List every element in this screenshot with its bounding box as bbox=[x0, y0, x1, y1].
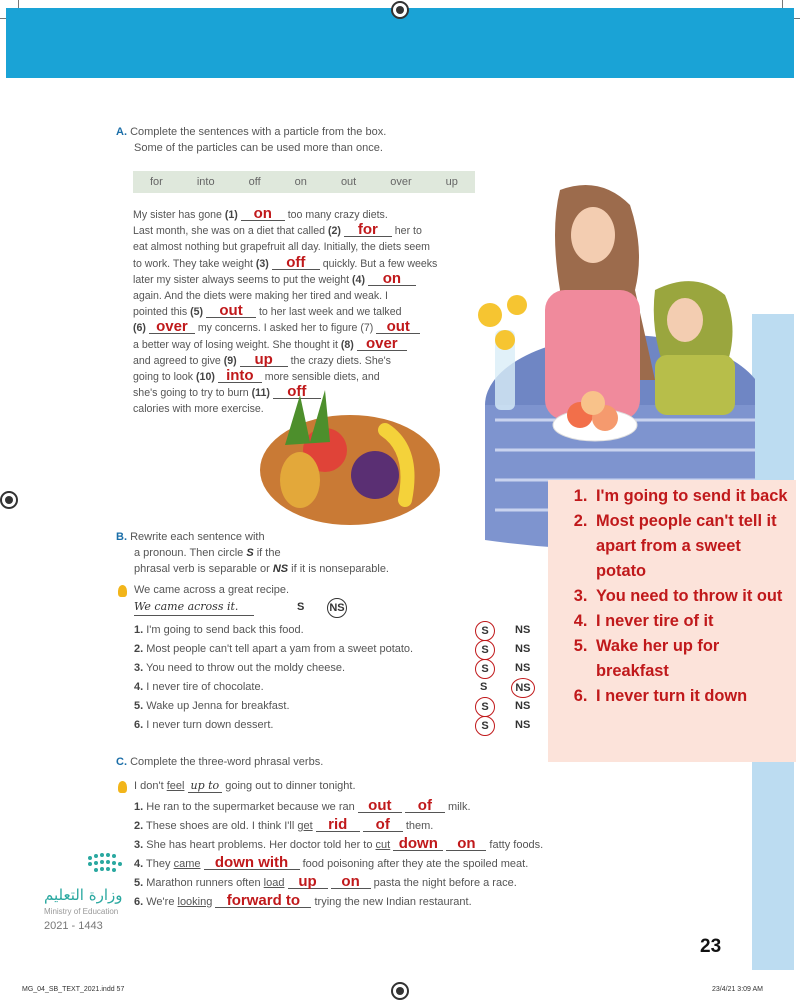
lightbulb-icon bbox=[118, 781, 127, 793]
answer-blank: rid bbox=[316, 819, 360, 832]
answer-blank: of bbox=[363, 819, 403, 832]
paragraph-line: eat almost nothing but grapefruit all day. Initially, the diets seem bbox=[133, 241, 430, 254]
list-item: 1. He ran to the supermarket because we ran out of milk. bbox=[134, 797, 471, 814]
word-box-item: up bbox=[445, 176, 458, 188]
list-item: 1. I'm going to send back this food. S NS bbox=[134, 621, 549, 640]
page-number: 23 bbox=[700, 936, 722, 957]
example-s-option: S bbox=[297, 601, 305, 613]
word-box-item: for bbox=[150, 176, 163, 188]
ns-option: NS bbox=[515, 643, 531, 655]
answer-blank: off bbox=[273, 386, 321, 399]
answer-blank: over bbox=[357, 338, 407, 351]
section-c-list bbox=[134, 798, 543, 912]
answer-blank: forward to bbox=[215, 895, 311, 908]
paragraph-line: (6) over my concerns. I asked her to figure (7) out bbox=[133, 320, 437, 336]
answer-blank: over bbox=[149, 321, 195, 334]
face bbox=[667, 298, 703, 342]
answer-blank: on bbox=[368, 273, 416, 286]
grapes bbox=[351, 451, 399, 499]
footer-file-label: MG_04_SB_TEXT_2021.indd 57 bbox=[22, 986, 125, 993]
paragraph-line: to work. They take weight (3) off quickly. But a few weeks bbox=[133, 253, 438, 271]
section-a-letter: A. bbox=[116, 126, 127, 138]
flower bbox=[478, 303, 502, 327]
word-box-item: out bbox=[340, 176, 357, 188]
flower bbox=[495, 330, 515, 350]
paragraph-line: she's going to try to burn (11) off bbox=[133, 385, 437, 401]
ministry-arabic-name: وزارة التعليم bbox=[44, 886, 123, 904]
ns-option: NS bbox=[515, 700, 531, 712]
section-b-instructions: B. Rewrite each sentence with a pronoun. Then circle S if the phrasal verb is separable or NS if it is nonseparable. bbox=[116, 531, 389, 575]
paragraph-line: pointed this (5) out to her last week and we talked bbox=[133, 302, 402, 320]
s-option-circled: S bbox=[475, 716, 495, 736]
answer-item: 3. You need to throw it out bbox=[592, 584, 790, 609]
ns-option-circled: NS bbox=[511, 678, 535, 698]
list-item: 3. You need to throw out the moldy cheese. S NS bbox=[134, 659, 549, 678]
answer-blank: out bbox=[358, 800, 402, 813]
s-option: S bbox=[480, 681, 488, 693]
word-box-item: on bbox=[294, 176, 307, 188]
s-option-circled: S bbox=[475, 697, 495, 717]
s-option-circled: S bbox=[475, 640, 495, 660]
word-box-item: off bbox=[248, 176, 261, 188]
pineapple bbox=[280, 452, 320, 508]
answer-blank: on bbox=[446, 838, 486, 851]
word-box-item: over bbox=[390, 176, 412, 188]
example-ns-circled: NS bbox=[327, 598, 347, 618]
green-top bbox=[655, 355, 735, 415]
answer-item: 5. Wake her up for breakfast bbox=[592, 634, 790, 684]
answer-blank: down bbox=[393, 838, 443, 851]
ns-option: NS bbox=[515, 662, 531, 674]
ns-option: NS bbox=[515, 719, 531, 731]
answer-item: 2. Most people can't tell it apart from a sweet potato bbox=[592, 509, 790, 584]
list-item: 4. They came down with food poisoning after they ate the spoiled meat. bbox=[134, 854, 529, 871]
example-answer: We came across it. bbox=[134, 598, 254, 616]
list-item: 2. Most people can't tell apart a yam from a sweet potato. S NS bbox=[134, 640, 549, 659]
answer-blank: up bbox=[240, 354, 288, 367]
list-item: 6. I never turn down dessert. S NS bbox=[134, 716, 549, 735]
flower bbox=[507, 295, 527, 315]
word-box-item: into bbox=[196, 176, 215, 188]
crop-mark bbox=[0, 18, 6, 19]
section-c-letter: C. bbox=[116, 756, 127, 768]
section-c-instructions: C. Complete the three-word phrasal verbs. bbox=[116, 756, 324, 768]
answer-blank: on bbox=[241, 208, 285, 221]
answer-blank: up bbox=[288, 876, 328, 889]
answer-blank: off bbox=[272, 257, 320, 270]
list-item: 4. I never tire of chocolate. S NS bbox=[134, 678, 549, 697]
answer-blank: out bbox=[376, 321, 420, 334]
registration-mark-icon bbox=[0, 491, 18, 509]
paragraph-line: My sister has gone (1) on too many crazy diets. bbox=[133, 205, 388, 222]
section-a-instruction-line: Some of the particles can be used more than once. bbox=[134, 142, 383, 154]
answer-blank: of bbox=[405, 800, 445, 813]
list-item: 5. Wake up Jenna for breakfast. S NS bbox=[134, 697, 549, 716]
answer-blank: for bbox=[344, 224, 392, 237]
answers-list bbox=[548, 480, 796, 709]
section-b-letter: B. bbox=[116, 531, 127, 543]
paragraph-line: later my sister always seems to put the weight (4) on bbox=[133, 272, 437, 288]
paragraph-line: Last month, she was on a diet that called (2) for her to bbox=[133, 221, 422, 239]
list-item: 2. These shoes are old. I think I'll get rid of them. bbox=[134, 816, 434, 833]
registration-mark-icon bbox=[391, 982, 409, 1000]
section-a-instruction-line: Complete the sentences with a particle from the box. bbox=[130, 126, 387, 138]
footer-timestamp: 23/4/21 3:09 AM bbox=[712, 986, 763, 993]
lightbulb-icon bbox=[118, 585, 127, 597]
pineapple-leaves bbox=[285, 390, 330, 445]
crop-mark bbox=[782, 0, 783, 8]
answer-blank: down with bbox=[204, 857, 300, 870]
ministry-year: 2021 - 1443 bbox=[44, 920, 103, 932]
section-c-example: I don't feel up to going out to dinner tonight. bbox=[134, 779, 356, 792]
ns-option: NS bbox=[515, 624, 531, 636]
answer-item: 1. I'm going to send it back bbox=[592, 484, 790, 509]
answer-item: 6. I never turn it down bbox=[592, 684, 790, 709]
paragraph-line: again. And the diets were making her tired and weak. I bbox=[133, 290, 388, 303]
answer-blank: on bbox=[331, 876, 371, 889]
paragraph-line: and agreed to give (9) up the crazy diets. She's bbox=[133, 350, 391, 368]
answer-blank: into bbox=[218, 370, 262, 383]
list-item: 6. We're looking forward to trying the new Indian restaurant. bbox=[134, 892, 472, 909]
s-option-circled: S bbox=[475, 659, 495, 679]
crop-mark bbox=[794, 18, 800, 19]
list-item: 5. Marathon runners often load up on pasta the night before a race. bbox=[134, 873, 517, 890]
paragraph-line: going to look (10) into more sensible diets, and bbox=[133, 367, 380, 385]
face bbox=[571, 207, 615, 263]
answers-overlay-box bbox=[548, 480, 796, 762]
section-b-example: We came across a great recipe. bbox=[134, 584, 290, 596]
paragraph-line: calories with more exercise. bbox=[133, 403, 264, 416]
section-b-list bbox=[134, 621, 549, 735]
ministry-english-name: Ministry of Education bbox=[44, 907, 119, 916]
paragraph-line: a better way of losing weight. She thought it (8) over bbox=[133, 337, 437, 353]
section-a-instructions bbox=[116, 124, 386, 156]
s-option-circled: S bbox=[475, 621, 495, 641]
answer-item: 4. I never tire of it bbox=[592, 609, 790, 634]
list-item: 3. She has heart problems. Her doctor told her to cut down on fatty foods. bbox=[134, 835, 544, 852]
ministry-dots-logo-icon bbox=[86, 850, 130, 878]
crop-mark bbox=[18, 0, 19, 8]
answer-blank: out bbox=[206, 305, 256, 318]
registration-mark-icon bbox=[391, 1, 409, 19]
grapefruit bbox=[581, 391, 605, 415]
